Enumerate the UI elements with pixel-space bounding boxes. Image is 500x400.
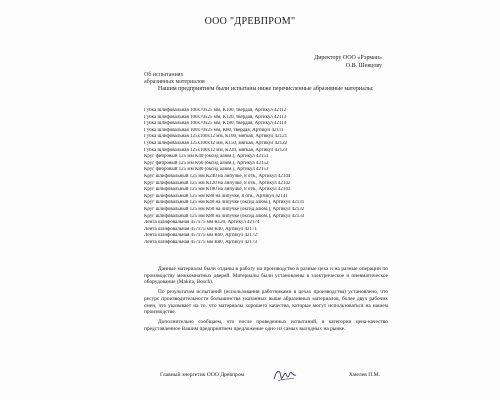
- materials-list: [144, 108, 394, 246]
- subject-block: [144, 72, 205, 86]
- handwritten-signature: [272, 365, 298, 385]
- list-item: Круг шлифовальный 125 мм К40 на липучке (оксид алюм.), Артикул 42131: [144, 200, 305, 206]
- list-item: Губка шлифовальная 125х100х12 мм, К220, мягкая, Артикул 42123: [144, 147, 288, 153]
- list-item: Круг шлифовальный 125 мм К180 на липучке, 8 отв., Артикул 42143: [144, 187, 291, 193]
- list-item: Лента шлифовальная 457х75 мм К120, Артикул 42174: [144, 220, 260, 226]
- intro-paragraph: Нашим предприятием были испытаны ниже перечисленные абразивные материалы:: [158, 86, 374, 92]
- list-item: Губка шлифовальная 100х70х25 мм, К180, твердая, Артикул 42114: [144, 121, 287, 127]
- signature-block: [160, 368, 380, 382]
- addressee-line: Директору ООО «Рэрман»: [314, 55, 382, 61]
- signer-title: Главный энергетик ООО Древпром: [160, 372, 245, 378]
- list-item: Лента шлифовальная 457х75 мм К40, Артикул 42171: [144, 226, 257, 232]
- list-item: Губка шлифовальная 125х100х12 мм, К150, мягкая, Артикул 42122: [144, 140, 288, 146]
- body-paragraph: Дополнительно сообщаем, что после проведенных испытаний, в категории цена-качество представленное Вашим предприятием предложение одно из самых выгодных на рынке.: [144, 318, 388, 332]
- addressee-block: [314, 54, 382, 70]
- addressee-line: О.В. Шевцову: [345, 63, 382, 69]
- list-item: Губка шлифовальная 100х70х25 мм, К80, твердая, Артикул 42111: [144, 127, 284, 133]
- company-header: ООО "ДРЕВПРОМ": [204, 16, 296, 27]
- letter-body: [144, 266, 388, 335]
- subject-line: абразивных материалов: [144, 79, 205, 85]
- list-item: Круг фибровый 125 мм К40 (оксид алюм.), Артикул 42151: [144, 154, 269, 160]
- list-item: Круг шлифовальный 125 мм К120 на липучке, 8 отв., Артикул 42142: [144, 180, 291, 186]
- list-item: Губка шлифовальная 100х70х25 мм, К120, твердая, Артикул 42113: [144, 114, 287, 120]
- body-paragraph: По результатам испытаний (использования работниками в цехах производства) установлено, что ресурс производительности большинства указанных выше абразивных материалов, более двух рабочих смен, что указывает на то, что материалы хорошего качества, которые могут использоваться на нашем производстве.: [144, 289, 388, 316]
- list-item: Губка шлифовальная 100х70х25 мм, К100, твердая, Артикул 42112: [144, 108, 287, 113]
- list-item: Губка шлифовальная 125х100х12 мм, К100, мягкая, Артикул 42121: [144, 134, 288, 140]
- subject-line: Об испытаниях: [144, 72, 184, 78]
- list-item: Круг фибровый 125 мм К80 (оксид алюм.), Артикул 42153: [144, 167, 269, 173]
- body-paragraph: Данные материалы были отданы в работу на производство в разные цеха и на разные операции по производству межкомнатных дверей. Материалы были установлены в электрическое и пневматическое оборудование (Makita, Bosch).: [144, 266, 388, 286]
- list-item: Лента шлифовальная 457х75 мм К60, Артикул 42172: [144, 233, 257, 239]
- list-item: Круг шлифовальный 125 мм К80 на липучке (оксид алюм.), Артикул 42133: [144, 213, 305, 219]
- list-item: Лента шлифовальная 457х75 мм К80, Артикул 42173: [144, 239, 257, 245]
- list-item: Круг шлифовальный 125 мм К80 на липучке, 8 отв., Артикул 42141: [144, 193, 288, 199]
- list-item: Круг фибровый 125 мм К60 (оксид алюм.), Артикул 42152: [144, 160, 269, 166]
- list-item: Круг шлифовальный 125 мм К60 на липучке (оксид алюм.), Артикул 42132: [144, 206, 305, 212]
- signer-name: Хмелев П.М.: [348, 372, 380, 378]
- list-item: Круг шлифовальный 125 мм К240 на липучке, 8 отв., Артикул 42144: [144, 173, 291, 179]
